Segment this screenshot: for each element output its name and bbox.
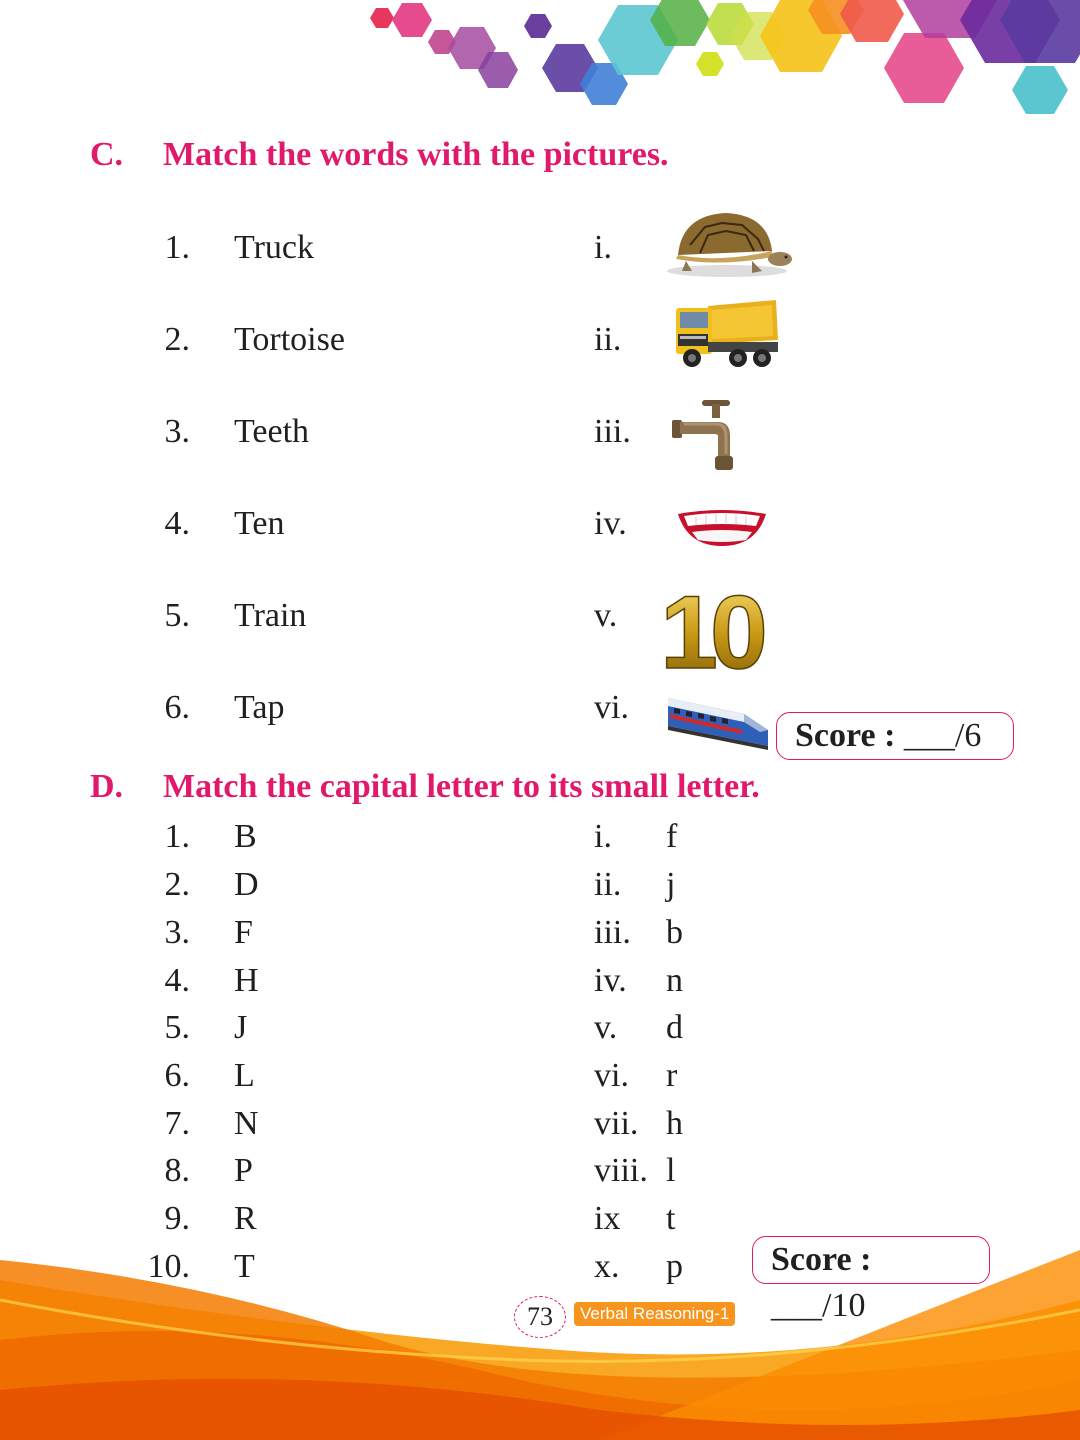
capital-letter: L xyxy=(234,1057,255,1094)
capital-letter: N xyxy=(234,1105,259,1142)
row-number: 5. xyxy=(164,597,190,634)
capital-letter: B xyxy=(234,818,257,855)
roman-number: i. xyxy=(594,818,612,855)
row-number: 4. xyxy=(164,505,190,542)
small-letter: n xyxy=(666,962,683,999)
row-word: Tap xyxy=(234,689,285,726)
section-d-heading xyxy=(90,768,760,806)
letter-row xyxy=(0,961,1080,1001)
row-number: 9. xyxy=(164,1200,190,1237)
letter-row xyxy=(0,817,1080,857)
roman-number: vi. xyxy=(594,1057,629,1094)
row-number: 1. xyxy=(164,229,190,266)
capital-letter: J xyxy=(234,1009,248,1046)
match-row xyxy=(0,596,1080,636)
capital-letter: F xyxy=(234,914,253,951)
row-picture-number: iii. xyxy=(594,413,631,450)
teeth-picture xyxy=(676,508,768,548)
small-letter: d xyxy=(666,1009,683,1046)
roman-number: iii. xyxy=(594,914,631,951)
row-number: 3. xyxy=(164,914,190,951)
decorative-hexagon-banner xyxy=(0,0,1080,130)
truck-picture xyxy=(672,296,780,370)
letter-row xyxy=(0,1151,1080,1191)
small-letter: f xyxy=(666,818,678,855)
small-letter: j xyxy=(666,866,676,903)
page-number: 73 xyxy=(514,1296,566,1338)
letter-row xyxy=(0,913,1080,953)
row-number: 8. xyxy=(164,1152,190,1189)
small-letter: l xyxy=(666,1152,676,1189)
small-letter: h xyxy=(666,1105,683,1142)
row-word: Tortoise xyxy=(234,321,345,358)
roman-number: ii. xyxy=(594,866,622,903)
row-word: Train xyxy=(234,597,307,634)
capital-letter: P xyxy=(234,1152,253,1189)
match-row xyxy=(0,504,1080,544)
row-word: Teeth xyxy=(234,413,310,450)
capital-letter: H xyxy=(234,962,259,999)
section-d-letter: D. xyxy=(90,768,124,805)
score-label: Score : xyxy=(795,717,896,754)
letter-row xyxy=(0,1056,1080,1096)
section-c-heading xyxy=(90,136,669,174)
ten-number: 10 xyxy=(660,580,760,676)
row-word: Truck xyxy=(234,229,314,266)
letter-row xyxy=(0,1104,1080,1144)
roman-number: viii. xyxy=(594,1152,648,1189)
row-number: 2. xyxy=(164,321,190,358)
section-c-letter: C. xyxy=(90,136,124,173)
row-number: 2. xyxy=(164,866,190,903)
row-picture-number: ii. xyxy=(594,321,622,358)
row-number: 6. xyxy=(164,689,190,726)
row-number: 10. xyxy=(147,1248,190,1285)
row-picture-number: v. xyxy=(594,597,618,634)
row-picture-number: iv. xyxy=(594,505,627,542)
tap-picture xyxy=(668,396,744,476)
score-value: ___/6 xyxy=(903,717,982,754)
capital-letter: R xyxy=(234,1200,257,1237)
roman-number: ix xyxy=(594,1200,621,1237)
roman-number: v. xyxy=(594,1009,618,1046)
row-word: Ten xyxy=(234,505,285,542)
train-picture xyxy=(664,692,772,754)
section-c-title: Match the words with the pictures. xyxy=(163,136,669,173)
score-label: Score : xyxy=(771,1241,872,1278)
match-row xyxy=(0,320,1080,360)
small-letter: p xyxy=(666,1248,683,1285)
row-picture-number: vi. xyxy=(594,689,629,726)
match-row xyxy=(0,228,1080,268)
row-picture-number: i. xyxy=(594,229,612,266)
row-number: 1. xyxy=(164,818,190,855)
row-number: 7. xyxy=(164,1105,190,1142)
row-number: 5. xyxy=(164,1009,190,1046)
section-c-score-box xyxy=(776,712,1014,760)
letter-row xyxy=(0,865,1080,905)
ten-picture xyxy=(654,580,766,676)
match-row xyxy=(0,412,1080,452)
small-letter: t xyxy=(666,1200,676,1237)
small-letter: r xyxy=(666,1057,678,1094)
letter-row xyxy=(0,1199,1080,1239)
row-number: 6. xyxy=(164,1057,190,1094)
row-number: 4. xyxy=(164,962,190,999)
roman-number: vii. xyxy=(594,1105,639,1142)
decorative-wave-footer xyxy=(0,1240,1080,1440)
row-number: 3. xyxy=(164,413,190,450)
book-title-tag: Verbal Reasoning-1 xyxy=(574,1302,735,1326)
capital-letter: D xyxy=(234,866,259,903)
letter-row xyxy=(0,1008,1080,1048)
small-letter: b xyxy=(666,914,683,951)
tortoise-picture xyxy=(660,205,794,281)
roman-number: x. xyxy=(594,1248,620,1285)
score-value: ___/10 xyxy=(771,1287,866,1324)
capital-letter: T xyxy=(234,1248,255,1285)
roman-number: iv. xyxy=(594,962,627,999)
section-d-title: Match the capital letter to its small letter. xyxy=(163,768,760,805)
